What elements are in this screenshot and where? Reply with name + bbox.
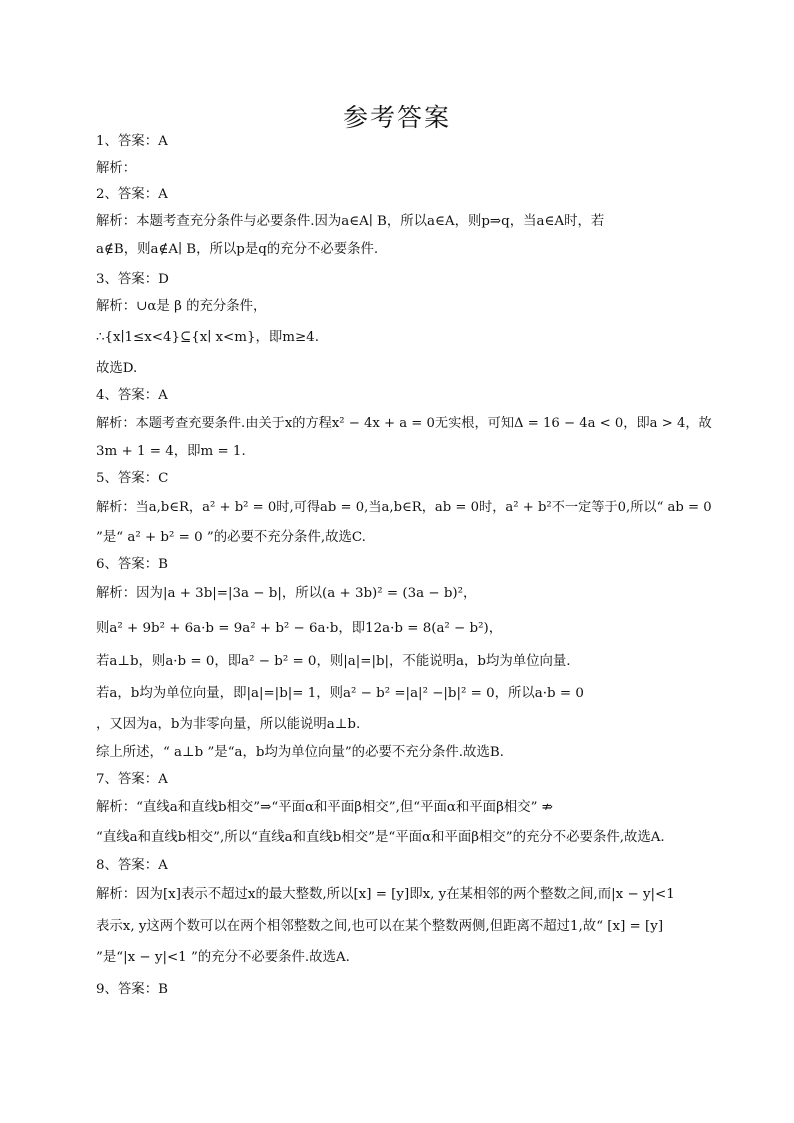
answer-line: 6、答案：B bbox=[96, 557, 168, 572]
answer-line: a∉B，则a∉A∣ B，所以p是q的充分不必要条件. bbox=[96, 242, 379, 257]
answer-line: ∴{x∣1≤x<4}⊆{x∣ x<m}，即m≥4. bbox=[96, 330, 319, 345]
answer-line: 解析： bbox=[96, 161, 137, 176]
answer-line: 解析：因为|a + 3b|=|3a − b|，所以(a + 3b)² = (3a − b)²， bbox=[96, 586, 477, 601]
answer-line: 3m + 1 = 4，即m = 1. bbox=[96, 444, 246, 459]
answer-line: 解析：本题考查充要条件.由关于x的方程x² − 4x + a = 0无实根，可知Δ = 16 − 4a < 0，即a > 4，故 bbox=[96, 416, 712, 431]
answer-line: 7、答案：A bbox=[96, 772, 168, 787]
answer-line: 5、答案：C bbox=[96, 471, 169, 486]
answer-line: ”是“|x − y|<1 ”的充分不必要条件.故选A. bbox=[96, 950, 350, 965]
answer-line: 综上所述，“ a⊥b ”是“a，b均为单位向量”的必要不充分条件.故选B. bbox=[96, 745, 504, 760]
answer-line: 1、答案：A bbox=[96, 134, 168, 149]
answer-line: 2、答案：A bbox=[96, 187, 168, 202]
answer-line: 若a⊥b，则a·b = 0，即a² − b² = 0，则|a|=|b|，不能说明a，b均为单位向量. bbox=[96, 654, 571, 669]
answer-line: ”是“ a² + b² = 0 ”的必要不充分条件,故选C. bbox=[96, 530, 366, 545]
answer-line: 若a，b均为单位向量，即|a|=|b|= 1，则a² − b² =|a|² −|b|² = 0，所以a·b = 0 bbox=[96, 686, 584, 701]
answer-line: 4、答案：A bbox=[96, 388, 168, 403]
answer-line: 解析：本题考查充分条件与必要条件.因为a∈A∣ B，所以a∈A，则p⇒q，当a∈A时，若 bbox=[96, 214, 605, 229]
page-title: 参考答案 bbox=[342, 103, 451, 132]
answer-line: ，又因为a，b为非零向量，所以能说明a⊥b. bbox=[96, 717, 361, 732]
answer-line: 表示x, y这两个数可以在两个相邻整数之间,也可以在某个整数两侧,但距离不超过1,故“ [x] = [y] bbox=[96, 919, 664, 934]
answer-line: 9、答案：B bbox=[96, 982, 168, 997]
answer-line: 故选D. bbox=[96, 361, 138, 376]
answer-line: 则a² + 9b² + 6a·b = 9a² + b² − 6a·b，即12a·b = 8(a² − b²)， bbox=[96, 621, 503, 636]
answer-line: 解析：当a,b∈R，a² + b² = 0时,可得ab = 0,当a,b∈R，ab = 0时，a² + b²不一定等于0,所以“ ab = 0 bbox=[96, 500, 712, 515]
answer-line: “直线a和直线b相交”,所以“直线a和直线b相交”是“平面α和平面β相交”的充分不必要条件,故选A. bbox=[96, 830, 665, 845]
answer-line: 3、答案：D bbox=[96, 272, 169, 287]
answer-line: 解析：因为[x]表示不超过x的最大整数,所以[x] = [y]即x, y在某相邻的两个整数之间,而|x − y|<1 bbox=[96, 887, 675, 902]
answer-line: 8、答案：A bbox=[96, 858, 168, 873]
answer-line: 解析：∪α是 β 的充分条件， bbox=[96, 299, 267, 314]
answer-line: 解析：“直线a和直线b相交”⇒“平面α和平面β相交”,但“平面α和平面β相交” ⇏ bbox=[96, 800, 553, 815]
